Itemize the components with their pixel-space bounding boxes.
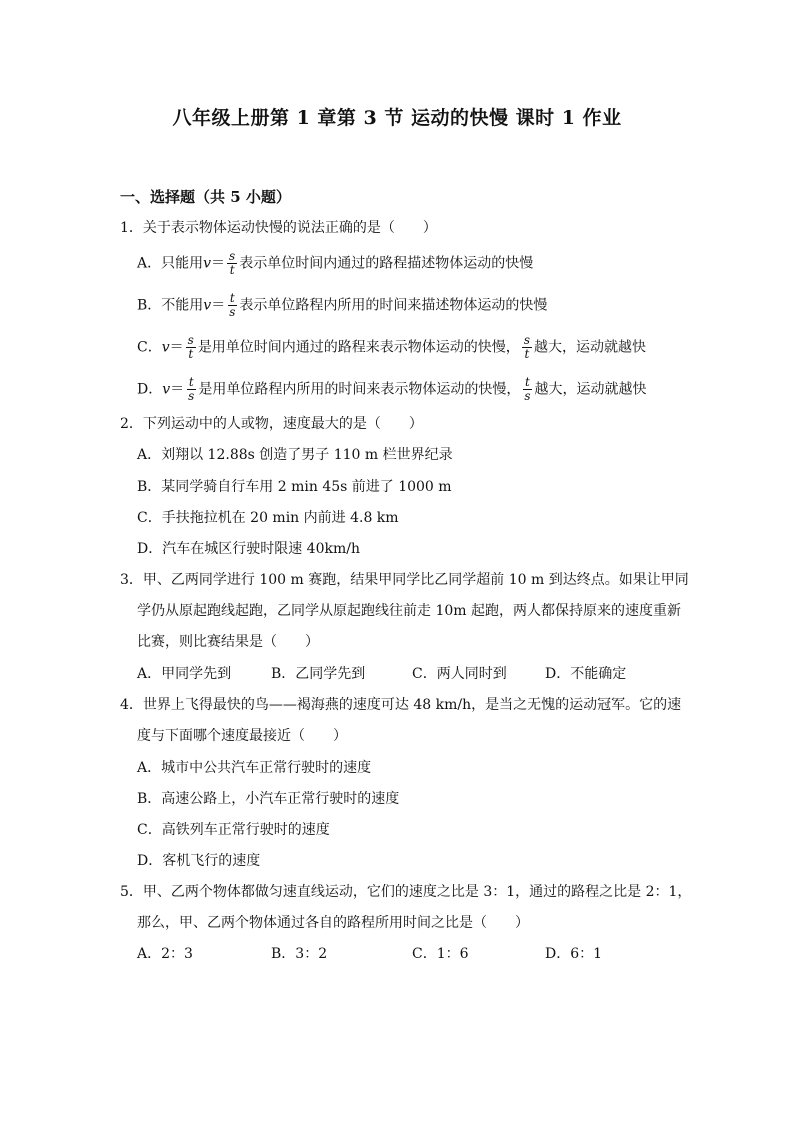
question-1-option-a: A．只能用v＝ $\frac{s}{t}$ 表示单位时间内通过的路程描述物体运动的快慢 [137,249,534,277]
question-1-option-c: C．v＝ $\frac{s}{t}$ 是用单位时间内通过的路程来表示物体运动的快慢， $\frac{s}{t}$ 越大，运动就越快 [137,333,646,361]
question-5-option-b: B．3：2 [271,946,328,962]
question-3-option-c: C．两人同时到 [412,666,507,682]
fraction-s-over-t: $\frac{s}{t}$ [523,333,530,361]
question-3-stem-line-1: 3．甲、乙两同学进行 100 m 赛跑，结果甲同学比乙同学超前 10 m 到达终点。如果让甲同 [120,572,689,588]
question-4-stem-line-1: 4．世界上飞得最快的鸟——褐海燕的速度可达 48 km/h，是当之无愧的运动冠军。它的速 [120,697,682,713]
formula-v: v [203,297,212,314]
question-5-option-a: A．2：3 [137,946,193,962]
question-4-option-b: B．高速公路上，小汽车正常行驶时的速度 [137,791,400,807]
formula-v: v [162,381,171,398]
question-2-option-a: A．刘翔以 12.88s 创造了男子 110 m 栏世界纪录 [137,447,453,463]
question-3-option-b: B．乙同学先到 [271,666,366,682]
question-5-stem-line-1: 5．甲、乙两个物体都做匀速直线运动，它们的速度之比是 3：1，通过的路程之比是 2：1， [120,884,692,900]
question-2-option-b: B．某同学骑自行车用 2 min 45s 前进了 1000 m [137,479,452,495]
question-4-option-a: A．城市中公共汽车正常行驶时的速度 [137,760,372,776]
question-2-option-d: D．汽车在城区行驶时限速 40km/h [137,541,360,557]
question-3-option-d: D．不能确定 [545,666,627,682]
formula-v: v [203,255,212,272]
question-3-option-a: A．甲同学先到 [137,666,232,682]
question-2-stem: 2．下列运动中的人或物，速度最大的是（ ） [120,416,423,432]
question-5-option-d: D．6：1 [545,946,603,962]
fraction-s-over-t: $\frac{s}{t}$ [187,333,194,361]
fraction-t-over-s: $\frac{t}{s}$ [188,375,195,403]
question-5-stem-line-2: 那么，甲、乙两个物体通过各自的路程所用时间之比是（ ） [137,915,529,931]
section-heading: 一、选择题（共 5 小题） [120,188,291,206]
question-1-option-b: B．不能用v＝ $\frac{t}{s}$ 表示单位路程内所用的时间来描述物体运动的快慢 [137,291,548,319]
question-4-stem-line-2: 度与下面哪个速度最接近（ ） [137,728,347,744]
question-2-option-c: C．手扶拖拉机在 20 min 内前进 4.8 km [137,510,399,526]
fraction-t-over-s: $\frac{t}{s}$ [524,375,531,403]
question-5-option-c: C．1：6 [412,946,469,962]
question-3-stem-line-3: 比赛，则比赛结果是（ ） [137,634,319,650]
question-4-option-d: D．客机飞行的速度 [137,853,261,869]
fraction-s-over-t: $\frac{s}{t}$ [229,249,236,277]
formula-v: v [161,339,170,356]
question-3-stem-line-2: 学仍从原起跑线起跑，乙同学从原起跑线往前走 10m 起跑，两人都保持原来的速度重新 [137,603,681,619]
page-title: 八年级上册第 1 章第 3 节 运动的快慢 课时 1 作业 [172,107,622,129]
question-1-option-d: D．v＝ $\frac{t}{s}$ 是用单位路程内所用的时间来表示物体运动的快慢， $\frac{t}{s}$ 越大，运动就越快 [137,375,647,403]
fraction-t-over-s: $\frac{t}{s}$ [229,291,236,319]
question-4-option-c: C．高铁列车正常行驶时的速度 [137,822,330,838]
question-1-stem: 1．关于表示物体运动快慢的说法正确的是（ ） [120,220,437,236]
